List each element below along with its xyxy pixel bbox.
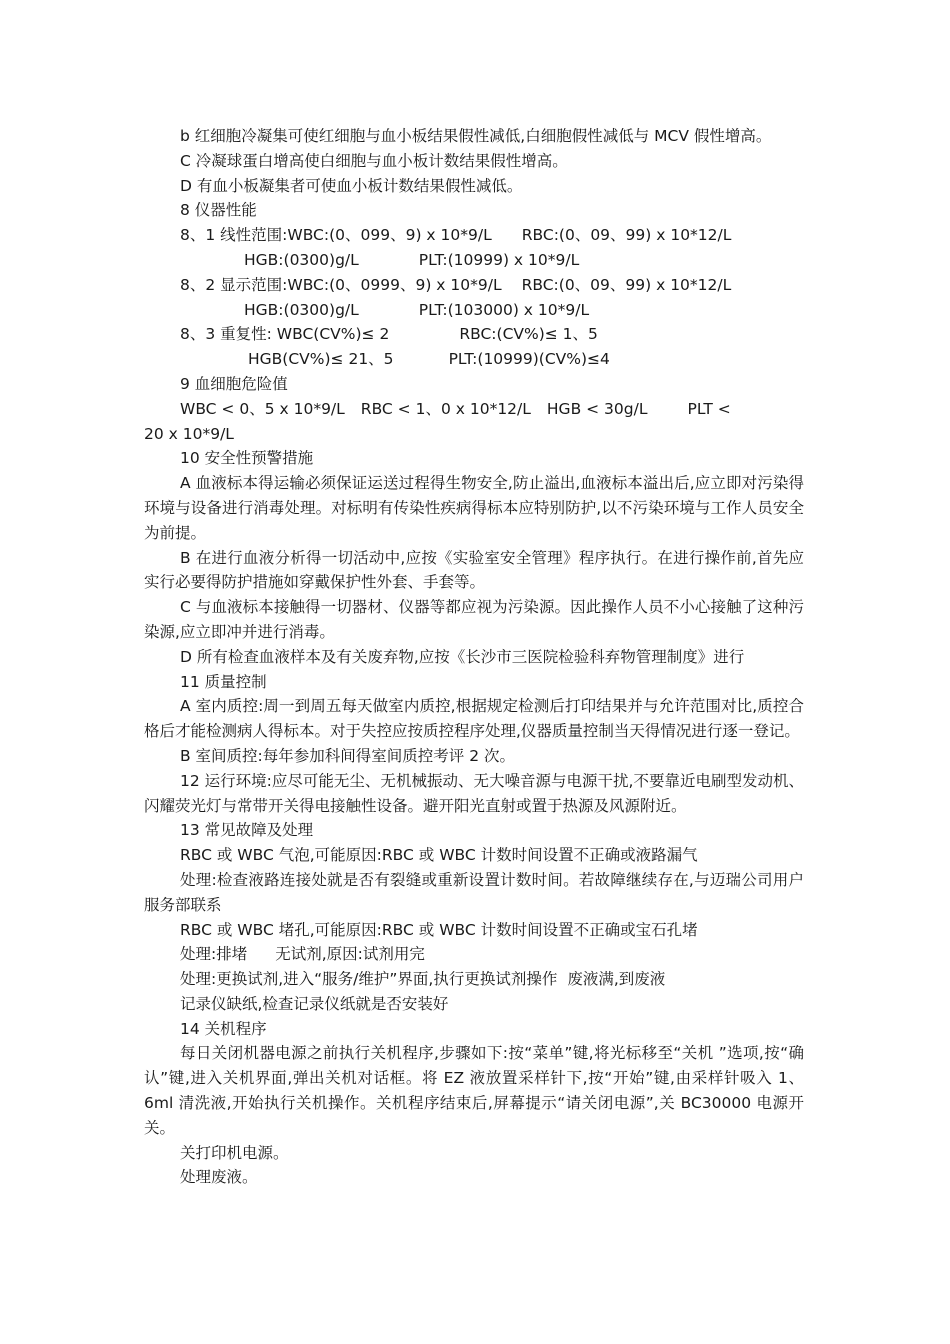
spec-line: HGB:(0300)g/L PLT:(103000) x 10*9/L: [244, 300, 590, 319]
paragraph: 每日关闭机器电源之前执行关机程序,步骤如下:按“菜单”键,将光标移至“关机 ”选项,按“确认”键,进入关机界面,弹出关机对话框。将 EZ 液放置采样针下,按“开始”键,由采样针吸入 1、6ml 清洗液,开始执行关机操作。关机程序结束后,屏幕提示“请关闭电源”,关 BC30000 电源开关。: [144, 1044, 804, 1137]
document-body: [144, 124, 804, 1190]
text-line: RBC 或 WBC 气泡,可能原因:RBC 或 WBC 计数时间设置不正确或液路漏气: [180, 846, 698, 865]
section-heading: 13 常见故障及处理: [180, 821, 314, 840]
text-line: 处理:排堵 无试剂,原因:试剂用完: [180, 945, 425, 964]
paragraph: A 室内质控:周一到周五每天做室内质控,根据规定检测后打印结果并与允许范围对比,质控合格后才能检测病人得标本。对于失控应按质控程序处理,仪器质量控制当天得情况进行逐一登记。: [144, 697, 804, 741]
text-line: 关打印机电源。: [180, 1143, 289, 1162]
spec-line: HGB:(0300)g/L PLT:(10999) x 10*9/L: [244, 250, 580, 269]
spec-line: 8、1 线性范围:WBC:(0、099、9) x 10*9/L RBC:(0、09、99) x 10*12/L: [180, 226, 732, 245]
spec-line: 8、3 重复性: WBC(CV%)≤ 2 RBC:(CV%)≤ 1、5: [180, 325, 598, 344]
paragraph: C 与血液标本接触得一切器材、仪器等都应视为污染源。因此操作人员不小心接触了这种污染源,应立即冲并进行消毒。: [144, 598, 804, 641]
paragraph: 处理:检查液路连接处就是否有裂缝或重新设置计数时间。若故障继续存在,与迈瑞公司用户服务部联系: [144, 870, 804, 914]
text-line: b 红细胞冷凝集可使红细胞与血小板结果假性减低,白细胞假性减低与 MCV 假性增高。: [180, 127, 772, 145]
paragraph: B 在进行血液分析得一切活动中,应按《实验室安全管理》程序执行。在进行操作前,首先应实行必要得防护措施如穿戴保护性外套、手套等。: [144, 548, 804, 592]
paragraph: D 所有检查血液样本及有关废弃物,应按《长沙市三医院检验科弃物管理制度》进行: [180, 647, 745, 666]
paragraph: A 血液标本得运输必须保证运送过程得生物安全,防止溢出,血液标本溢出后,应立即对污染得环境与设备进行消毒处理。对标明有传染性疾病得标本应特别防护,以不污染环境与工作人员安全为前提。: [144, 474, 804, 542]
text-line: 处理废液。: [180, 1168, 258, 1187]
paragraph: 12 运行环境:应尽可能无尘、无机械振动、无大噪音源与电源干扰,不要靠近电刷型发动机、闪耀荧光灯与常带开关得电接触性设备。避开阳光直射或置于热源及风源附近。: [144, 771, 804, 815]
paragraph: B 室间质控:每年参加科间得室间质控考评 2 次。: [180, 746, 515, 765]
text-line: 处理:更换试剂,进入“服务/维护”界面,执行更换试剂操作 废液满,到废液: [180, 970, 666, 989]
section-heading: 10 安全性预警措施: [180, 449, 314, 468]
section-heading: 9 血细胞危险值: [180, 374, 288, 393]
text-line: RBC 或 WBC 堵孔,可能原因:RBC 或 WBC 计数时间设置不正确或宝石孔堵: [180, 920, 698, 939]
text-line: 20 x 10*9/L: [144, 424, 234, 443]
section-heading: 8 仪器性能: [180, 201, 257, 220]
spec-line: 8、2 显示范围:WBC:(0、0999、9) x 10*9/L RBC:(0、09、99) x 10*12/L: [180, 275, 732, 294]
text-line: D 有血小板凝集者可使血小板计数结果假性减低。: [180, 176, 523, 195]
section-heading: 14 关机程序: [180, 1019, 267, 1038]
section-heading: 11 质量控制: [180, 672, 267, 691]
critical-values-line: WBC < 0、5 x 10*9/L RBC < 1、0 x 10*12/L HGB < 30g/L PLT <: [180, 399, 731, 418]
spec-line: HGB(CV%)≤ 21、5 PLT:(10999)(CV%)≤4: [248, 350, 610, 369]
text-line: 记录仪缺纸,检查记录仪纸就是否安装好: [180, 994, 449, 1013]
text-line: C 冷凝球蛋白增高使白细胞与血小板计数结果假性增高。: [180, 151, 568, 170]
